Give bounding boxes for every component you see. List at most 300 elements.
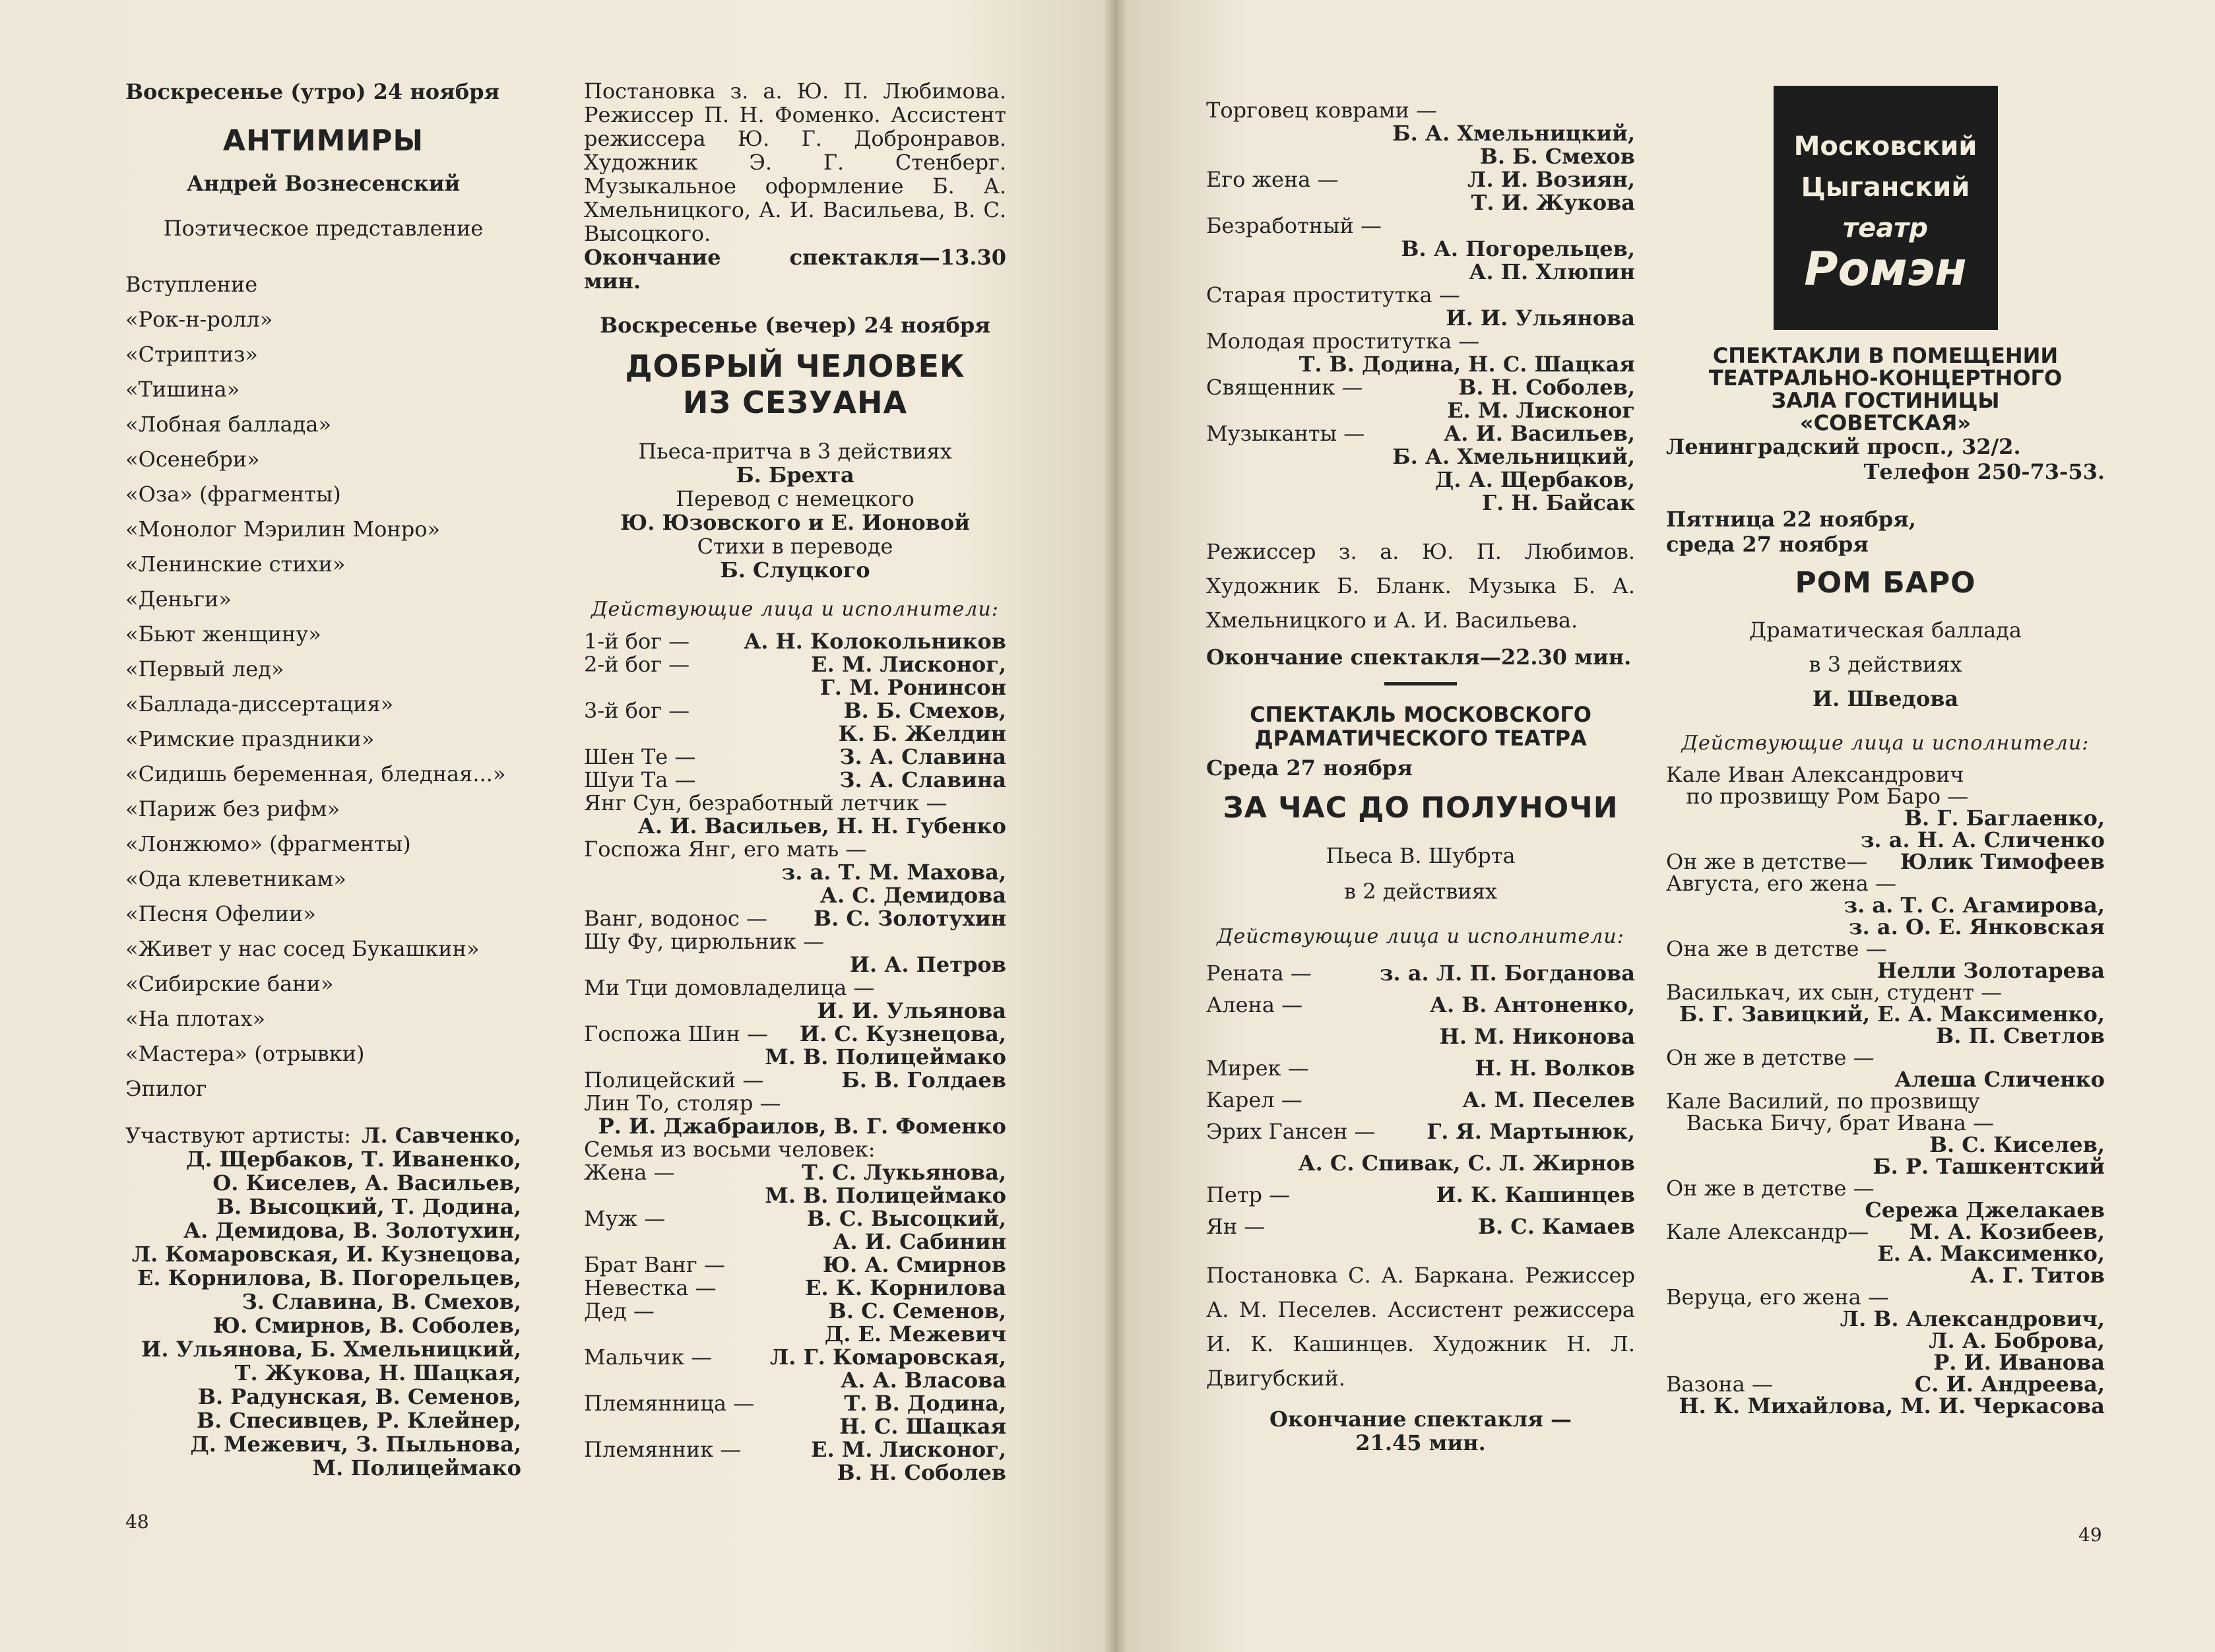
actor-names: з. а. Л. П. Богданова — [1380, 961, 1635, 986]
cast-first-name: Л. Савченко, — [362, 1123, 521, 1148]
venue-line-1: СПЕКТАКЛИ В ПОМЕЩЕНИИ — [1712, 343, 2059, 368]
actor-names: С. И. Андреева, — [1914, 1372, 2105, 1397]
venue-line-4: «СОВЕТСКАЯ» — [1799, 410, 1972, 435]
right-column-1 — [1206, 99, 1635, 1455]
actor-names: Г. Я. Мартынюк, — [1427, 1119, 1635, 1144]
program-list-item: «Рок-н-ролл» — [125, 307, 273, 332]
cast-row — [1206, 307, 1635, 330]
play-genre-line-2: в 3 действиях — [1809, 652, 1962, 677]
cast-row — [584, 1184, 1006, 1207]
role-name: Мальчик — — [584, 1345, 713, 1370]
cast-row — [1666, 786, 2105, 808]
cast-row — [1206, 191, 1635, 214]
cast-row — [584, 976, 1006, 1000]
cast-row — [1666, 851, 2105, 873]
cast-row — [584, 1392, 1006, 1415]
cast-block — [125, 1124, 521, 1147]
actor-names: з. а. Т. С. Агамирова, — [1844, 893, 2105, 918]
role-name: Шу Фу, цирюльник — — [584, 929, 825, 955]
cast-names: Д. Щербаков, Т. Иваненко, О. Киселев, А. Васильев, В. Высоцкий, Т. Додина, А. Демидова, В. Золотухин, Л. Комаровская, И. Кузнецова, Е. Корнилова, В. Погорельцев, З. Славина, В. Смехов, Ю. Смирнов, В. Соболев, И. Ульянова, Б. Хмельницкий, Т. Жукова, Н. Шацкая, В. Радунская, В. Семенов, В. Спесивцев, Р. Клейнер, Д. Межевич, З. Пыльнова, М. Полицеймако — [131, 1147, 521, 1480]
play-title-line-1: ДОБРЫЙ ЧЕЛОВЕК — [625, 348, 965, 384]
performance-date: Среда 27 ноября — [1206, 755, 1413, 780]
credits: Постановка С. А. Баркана. Режиссер А. М. Песелев. Ассистент режиссера И. К. Кашинцев. Художник Н. Л. Двигубский. — [1206, 1263, 1635, 1391]
actor-names: Л. А. Боброва, — [1929, 1328, 2105, 1353]
cast-row — [584, 1438, 1006, 1461]
role-name: Священник — — [1206, 375, 1363, 400]
play-title-line-2: ИЗ СЕЗУАНА — [682, 385, 908, 421]
end-time: Окончание спектакля—13.30 мин. — [584, 245, 1006, 294]
program-list-item: «Баллада-диссертация» — [125, 691, 394, 716]
verses-label: Стихи в переводе — [697, 534, 893, 559]
venue-phone: Телефон 250-73-53. — [1863, 459, 2105, 484]
program-list-item: «Бьют женщину» — [125, 621, 321, 647]
cast-row — [1666, 1352, 2105, 1374]
cast-row — [1206, 468, 1635, 492]
cast-row — [1666, 764, 2105, 786]
actor-names: Л. И. Возиян, — [1467, 167, 1635, 192]
program-list-item: «Мастера» (отрывки) — [125, 1041, 365, 1066]
role-name: Кале Василий, по прозвищу — [1666, 1089, 1980, 1114]
cast-list — [1206, 957, 1635, 1242]
actor-names: В. С. Золотухин — [814, 906, 1006, 932]
actor-names: А. С. Спивак, С. Л. Жирнов — [1298, 1151, 1635, 1176]
cast-row — [1206, 1116, 1635, 1147]
cast-row — [1206, 399, 1635, 422]
cast-row — [1206, 330, 1635, 353]
program-list-item: «Лонжюмо» (фрагменты) — [125, 831, 411, 856]
cast-row — [584, 1323, 1006, 1346]
program-list-item: «Стриптиз» — [125, 342, 258, 367]
venue-line-3: ЗАЛА ГОСТИНИЦЫ — [1771, 388, 2000, 413]
credits: Режиссер з. а. Ю. П. Любимов. Художник Б. Бланк. Музыка Б. А. Хмельницкого и А. И. Васильева. — [1206, 539, 1635, 633]
cast-list — [1666, 764, 2105, 1417]
play-author: Андрей Вознесенский — [186, 171, 461, 196]
actor-names: Алеша Сличенко — [1894, 1067, 2105, 1092]
role-name: Молодая проститутка — — [1206, 329, 1480, 354]
actor-names: Г. М. Ронинсон — [819, 675, 1006, 701]
cast-row — [1666, 1330, 2105, 1352]
cast-row — [584, 838, 1006, 861]
actor-names: К. Б. Желдин — [838, 721, 1006, 747]
role-name: Она же в детстве — — [1666, 936, 1887, 961]
program-list-item: «Монолог Мэрилин Монро» — [125, 517, 441, 542]
cast-row — [1666, 808, 2105, 829]
actor-names: В. Н. Соболев, — [1458, 375, 1635, 400]
actor-names: Б. Р. Ташкентский — [1873, 1154, 2105, 1179]
role-name: Жена — — [584, 1160, 675, 1186]
cast-row — [1666, 1287, 2105, 1308]
cast-row — [1206, 1052, 1635, 1084]
role-name: Эрих Гансен — — [1206, 1119, 1376, 1144]
cast-row — [584, 1207, 1006, 1230]
actor-names: И. И. Ульянова — [1446, 305, 1635, 331]
cast-row — [1666, 1003, 2105, 1025]
role-name: Васька Бичу, брат Ивана — — [1666, 1110, 1995, 1135]
cast-row — [1666, 1178, 2105, 1199]
actor-names: з. а. Н. А. Сличенко — [1861, 827, 2105, 852]
verses-translator: Б. Слуцкого — [720, 557, 870, 583]
program-list-item: «Париж без рифм» — [125, 796, 340, 821]
role-name: Госпожа Янг, его мать — — [584, 837, 867, 862]
program-list-item: «Римские праздники» — [125, 726, 375, 751]
role-name: Августа, его жена — — [1666, 871, 1896, 896]
cast-row — [584, 1161, 1006, 1184]
cast-row — [1666, 1156, 2105, 1178]
role-name: Музыканты — — [1206, 421, 1365, 446]
actor-names: Е. А. Максименко, — [1877, 1241, 2105, 1266]
actor-names: З. А. Славина — [839, 744, 1006, 770]
logo-line-4: Ромэн — [1804, 242, 1967, 296]
page-number-right: 49 — [2078, 1524, 2102, 1546]
cast-row — [1666, 1069, 2105, 1091]
actor-names: Сережа Джелакаев — [1865, 1197, 2105, 1223]
cast-row — [1206, 353, 1635, 376]
actor-names: З. А. Славина — [839, 767, 1006, 793]
role-name: Карел — — [1206, 1087, 1302, 1112]
role-name: Семья из восьми человек: — [584, 1137, 876, 1162]
role-name: Невестка — — [584, 1275, 717, 1301]
cast-row — [1666, 1199, 2105, 1221]
page-number-left: 48 — [125, 1511, 149, 1533]
role-name: Он же в детстве — — [1666, 1176, 1875, 1201]
section-header-line-1: СПЕКТАКЛЬ МОСКОВСКОГО — [1250, 702, 1591, 727]
program-list-item: «Деньги» — [125, 587, 232, 612]
cast-row — [1206, 122, 1635, 145]
cast-row — [584, 815, 1006, 838]
section-header-line-2: ДРАМАТИЧЕСКОГО ТЕАТРА — [1254, 726, 1587, 751]
logo-line-1: Московский — [1793, 131, 1977, 162]
cast-intro-label: Участвуют артисты: — [125, 1123, 352, 1148]
performance-dates-line-2: среда 27 ноября — [1666, 532, 1869, 557]
program-list-item: «Живет у нас сосед Букашкин» — [125, 936, 480, 961]
role-name: Янг Сун, безработный летчик — — [584, 790, 947, 816]
cast-row — [584, 1092, 1006, 1115]
cast-row — [1666, 1374, 2105, 1395]
actor-names: М. В. Полицеймако — [765, 1183, 1006, 1209]
program-list-item: «Ода клеветникам» — [125, 866, 346, 891]
cast-row — [1206, 214, 1635, 238]
role-name: 3-й бог — — [584, 698, 690, 724]
actor-names: И. А. Петров — [849, 952, 1006, 978]
actor-names: В. П. Светлов — [1936, 1023, 2105, 1048]
actor-names: з. а. Т. М. Махова, — [781, 860, 1006, 885]
actor-names: Е. М. Лисконог, — [811, 1437, 1006, 1463]
program-list-item: «Лобная баллада» — [125, 412, 332, 437]
cast-row — [1206, 445, 1635, 468]
cast-header: Действующие лица и исполнители: — [1217, 925, 1624, 948]
cast-row — [584, 699, 1006, 722]
cast-row — [1666, 960, 2105, 982]
translators: Ю. Юзовского и Е. Ионовой — [620, 510, 970, 536]
actor-names: Нелли Золотарева — [1877, 958, 2105, 983]
role-name: Василькач, их сын, студент — — [1666, 980, 2003, 1005]
actor-names: И. И. Ульянова — [817, 998, 1006, 1024]
cast-row — [584, 746, 1006, 769]
cast-row — [1206, 376, 1635, 399]
cast-row — [1666, 895, 2105, 916]
cast-row — [1666, 1395, 2105, 1417]
role-name: Госпожа Шин — — [584, 1021, 768, 1047]
cast-header: Действующие лица и исполнители: — [591, 598, 999, 621]
role-name: Петр — — [1206, 1182, 1291, 1207]
cast-row — [584, 1046, 1006, 1069]
actor-names: М. В. Полицеймако — [765, 1044, 1006, 1070]
cast-row — [584, 1023, 1006, 1046]
actor-names: Юлик Тимофеев — [1900, 849, 2105, 874]
cast-row — [1666, 1047, 2105, 1069]
actor-names: В. А. Погорельцев, — [1401, 236, 1635, 261]
role-name: Кале Иван Александрович — [1666, 762, 1964, 787]
role-name: Муж — — [584, 1206, 666, 1232]
program-list-item: «Сибирские бани» — [125, 971, 334, 996]
play-title: ЗА ЧАС ДО ПОЛУНОЧИ — [1223, 791, 1619, 825]
actor-names: В. С. Семенов, — [828, 1298, 1006, 1324]
actor-names: Н. М. Никонова — [1439, 1024, 1635, 1049]
play-author: И. Шведова — [1812, 686, 1959, 711]
role-name: Дед — — [584, 1298, 655, 1324]
cast-row — [584, 1300, 1006, 1323]
cast-row — [1206, 261, 1635, 284]
end-time: Окончание спектакля—22.30 мин. — [1206, 645, 1632, 670]
actor-names: Н. С. Шацкая — [839, 1414, 1006, 1440]
cast-row — [584, 930, 1006, 953]
actor-names: Т. И. Жукова — [1471, 190, 1635, 215]
role-name: Кале Александр— — [1666, 1219, 1869, 1244]
cast-row — [584, 1000, 1006, 1023]
cast-header: Действующие лица и исполнители: — [1681, 732, 2090, 755]
performance-date: Воскресенье (вечер) 24 ноября — [600, 313, 990, 338]
cast-row — [1206, 1179, 1635, 1211]
cast-row — [1666, 1025, 2105, 1047]
actor-names: Б. А. Хмельницкий, — [1392, 444, 1635, 469]
cast-row — [1666, 1134, 2105, 1156]
program-list-item: «Осенебри» — [125, 447, 260, 472]
divider-rule — [1384, 682, 1457, 685]
actor-names: И. С. Кузнецова, — [799, 1021, 1006, 1047]
cast-row — [584, 884, 1006, 907]
cast-row — [1206, 1211, 1635, 1242]
actor-names: Д. Е. Межевич — [824, 1321, 1006, 1347]
cast-row — [1666, 982, 2105, 1003]
cast-row — [1206, 957, 1635, 989]
cast-row — [584, 1254, 1006, 1277]
actor-names: Б. А. Хмельницкий, — [1392, 121, 1635, 146]
cast-row — [584, 676, 1006, 699]
cast-row — [584, 653, 1006, 676]
actor-names: А. Н. Колокольников — [744, 629, 1006, 654]
actor-names: И. К. Кашинцев — [1436, 1182, 1635, 1207]
cast-row — [1206, 1084, 1635, 1116]
role-name: Вазона — — [1666, 1372, 1773, 1397]
role-name: Лин То, столяр — — [584, 1091, 781, 1116]
cast-row — [584, 1346, 1006, 1369]
actor-names: Ю. А. Смирнов — [822, 1252, 1006, 1278]
cast-list — [584, 630, 1006, 1484]
actor-names: Н. К. Михайлова, М. И. Черкасова — [1679, 1393, 2105, 1418]
cast-row — [584, 1069, 1006, 1092]
play-title: РОМ БАРО — [1795, 566, 1976, 600]
program-list-item: «Песня Офелии» — [125, 901, 316, 926]
logo-line-2: Цыганский — [1801, 172, 1970, 203]
actor-names: Т. В. Додина, Н. С. Шацкая — [1299, 352, 1635, 377]
program-list — [125, 267, 521, 1106]
play-genre: Пьеса-притча в 3 действиях — [638, 439, 952, 464]
actor-names: Е. К. Корнилова — [805, 1275, 1006, 1301]
play-author: Б. Брехта — [736, 462, 854, 488]
role-name: Рената — — [1206, 961, 1312, 986]
logo-line-3: театр — [1842, 213, 1929, 243]
actor-names: В. С. Высоцкий, — [806, 1206, 1006, 1232]
role-name: Ян — — [1206, 1214, 1266, 1239]
role-name: Ванг, водонос — — [584, 906, 767, 932]
actor-names: Л. В. Александрович, — [1840, 1306, 2105, 1331]
actor-names: А. И. Васильев, — [1444, 421, 1635, 446]
venue-line-2: ТЕАТРАЛЬНО-КОНЦЕРТНОГО — [1708, 365, 2063, 391]
cast-row — [1206, 1021, 1635, 1052]
left-column-1 — [125, 79, 521, 1480]
play-genre: Поэтическое представление — [163, 216, 484, 241]
actor-names: Б. В. Голдаев — [841, 1067, 1006, 1093]
role-name: Алена — — [1206, 992, 1303, 1017]
book-gutter — [1103, 0, 1127, 1652]
play-genre-line-2: в 2 действиях — [1344, 879, 1497, 904]
cast-row — [584, 907, 1006, 930]
actor-names: А. Г. Титов — [1970, 1263, 2105, 1288]
actor-names: Р. И. Иванова — [1933, 1350, 2105, 1375]
role-name: Брат Ванг — — [584, 1252, 725, 1278]
role-name: 1-й бог — — [584, 629, 690, 654]
actor-names: Е. М. Лисконог, — [811, 652, 1006, 678]
cast-row — [1666, 916, 2105, 938]
performance-dates-line-1: Пятница 22 ноября, — [1666, 507, 1916, 532]
cast-row — [1206, 284, 1635, 307]
cast-row — [1666, 1308, 2105, 1330]
role-name: Племянница — — [584, 1391, 755, 1416]
cast-row — [584, 953, 1006, 976]
cast-row — [584, 1461, 1006, 1484]
cast-row — [1666, 829, 2105, 851]
role-name: Шуи Та — — [584, 767, 696, 793]
actor-names: В. С. Киселев, — [1929, 1132, 2105, 1157]
actor-names: В. Н. Соболев — [837, 1460, 1006, 1486]
actor-names: В. Б. Смехов — [1479, 144, 1635, 169]
right-column-2 — [1666, 86, 2105, 1417]
actor-names: А. П. Хлюпин — [1469, 259, 1635, 284]
cast-row — [1206, 1147, 1635, 1179]
program-list-item: «Оза» (фрагменты) — [125, 482, 341, 507]
cast-row — [584, 1230, 1006, 1254]
actor-names: Р. И. Джабраилов, В. Г. Фоменко — [598, 1114, 1006, 1139]
play-genre-line-1: Драматическая баллада — [1749, 618, 2022, 643]
cast-row — [1206, 99, 1635, 122]
cast-row — [1666, 1265, 2105, 1287]
program-list-item: «Первый лед» — [125, 656, 284, 682]
cast-row — [584, 792, 1006, 815]
cast-row — [584, 630, 1006, 653]
program-list-item: «Сидишь беременная, бледная...» — [125, 761, 506, 786]
actor-names: А. В. Антоненко, — [1429, 992, 1635, 1017]
cast-row — [584, 1138, 1006, 1161]
translation-label: Перевод с немецкого — [676, 486, 915, 512]
play-title — [584, 348, 1006, 421]
actor-names: А. А. Власова — [841, 1368, 1006, 1393]
actor-names: А. С. Демидова — [819, 883, 1006, 908]
role-name: Старая проститутка — — [1206, 282, 1460, 307]
cast-row — [1206, 145, 1635, 168]
role-name: Мирек — — [1206, 1056, 1309, 1081]
cast-row — [584, 861, 1006, 884]
role-name: Его жена — — [1206, 167, 1339, 192]
end-time-line-2: 21.45 мин. — [1355, 1430, 1486, 1455]
role-name: Он же в детстве— — [1666, 849, 1868, 874]
cast-row — [584, 1415, 1006, 1438]
cast-row — [1206, 989, 1635, 1021]
role-name: Полицейский — — [584, 1067, 764, 1093]
actor-names: Е. М. Лисконог — [1447, 398, 1635, 423]
cast-row — [1206, 238, 1635, 261]
role-name: 2-й бог — — [584, 652, 690, 678]
cast-row — [1206, 168, 1635, 191]
play-title: АНТИМИРЫ — [222, 124, 424, 158]
venue-address: Ленинградский просп., 32/2. — [1666, 434, 2021, 459]
actor-names: Г. Н. Байсак — [1481, 490, 1635, 515]
role-name: Племянник — — [584, 1437, 742, 1463]
actor-names: М. А. Козибеев, — [1909, 1219, 2105, 1244]
actor-names: В. Б. Смехов, — [843, 698, 1006, 724]
cast-row — [584, 1277, 1006, 1300]
performance-date: Воскресенье (утро) 24 ноября — [125, 79, 500, 104]
actor-names: Л. Г. Комаровская, — [770, 1345, 1006, 1370]
actor-names: Б. Г. Завицкий, Е. А. Максименко, — [1679, 1001, 2105, 1027]
cast-row — [1206, 492, 1635, 515]
program-list-item: «Ленинские стихи» — [125, 552, 346, 577]
cast-row — [1666, 873, 2105, 895]
program-list-item: «Тишина» — [125, 377, 240, 402]
cast-row — [584, 1369, 1006, 1392]
cast-row — [1666, 938, 2105, 960]
actor-names: Т. С. Лукьянова, — [802, 1160, 1006, 1186]
role-name: Он же в детстве — — [1666, 1045, 1875, 1070]
program-list-item: Эпилог — [125, 1076, 207, 1101]
role-name: Ми Тци домовладелица — — [584, 975, 875, 1001]
cast-row — [584, 769, 1006, 792]
cast-list-continued — [1206, 99, 1635, 515]
end-time-line-1: Окончание спектакля — — [1269, 1407, 1572, 1432]
program-list-item: «На плотах» — [125, 1006, 266, 1031]
cast-row — [1206, 422, 1635, 445]
left-column-2 — [584, 79, 1006, 1484]
cast-row — [1666, 1112, 2105, 1134]
actor-names: В. С. Камаев — [1477, 1214, 1635, 1239]
program-list-item: Вступление — [125, 272, 258, 297]
play-genre-line-1: Пьеса В. Шубрта — [1326, 843, 1516, 868]
actor-names: А. И. Васильев, Н. Н. Губенко — [637, 813, 1006, 839]
credits: Постановка з. а. Ю. П. Любимова. Режиссер П. Н. Фоменко. Ассистент режиссера Ю. Г. Добронравов. Художник Э. Г. Стенберг. Музыкальное оформление Б. А. Хмельницкого, А. И. Васильева, В. С. Высоцкого. — [584, 79, 1006, 246]
actor-names: В. Г. Баглаенко, — [1904, 806, 2105, 831]
cast-row — [1666, 1221, 2105, 1243]
role-name: Веруца, его жена — — [1666, 1285, 1889, 1310]
actor-names: з. а. О. Е. Янковская — [1849, 914, 2105, 939]
cast-row — [1666, 1091, 2105, 1112]
role-name: по прозвищу Ром Баро — — [1666, 784, 1969, 809]
role-name: Торговец коврами — — [1206, 98, 1438, 123]
role-name: Шен Те — — [584, 744, 696, 770]
actor-names: Т. В. Додина, — [844, 1391, 1006, 1416]
actor-names: Н. Н. Волков — [1475, 1056, 1635, 1081]
romen-theatre-logo — [1774, 86, 1998, 330]
cast-row — [584, 1115, 1006, 1138]
cast-row — [584, 722, 1006, 746]
